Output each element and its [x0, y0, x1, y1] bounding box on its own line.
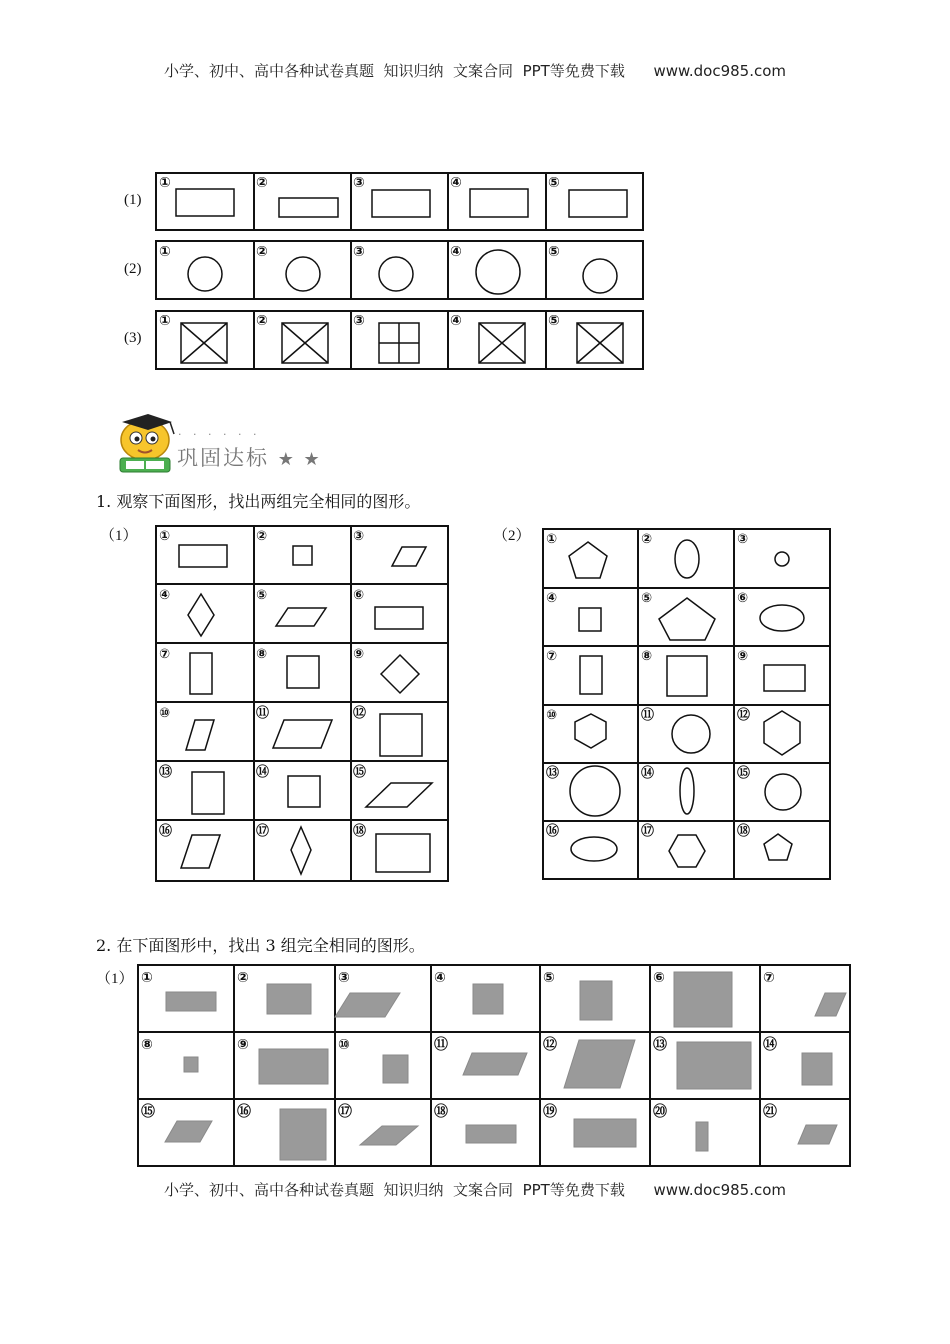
g1-number-8: ⑧ — [256, 647, 268, 662]
g1-shape-17 — [291, 827, 311, 874]
top-row2-number-5: ⑤ — [548, 244, 560, 260]
g1-number-18: ⑱ — [353, 824, 367, 839]
crossed-square-5 — [577, 323, 623, 363]
rect-shape-2 — [279, 198, 338, 217]
top-row1-number-1: ① — [159, 175, 171, 191]
g2-shape-15 — [765, 774, 801, 810]
g2-shape-4 — [579, 608, 601, 631]
section-title-text: 巩固达标 — [177, 446, 269, 470]
circle-shape-2 — [286, 257, 320, 291]
top-row1-number-2: ② — [256, 175, 268, 191]
quartered-square-3 — [379, 323, 419, 363]
g1-shape-8 — [287, 656, 319, 688]
q2-number-7: ⑦ — [763, 970, 775, 986]
g2-shape-10 — [575, 714, 606, 748]
g1-shape-10 — [186, 720, 214, 750]
star-icon: ★ ★ — [277, 449, 322, 470]
g2-shape-2 — [675, 540, 699, 578]
q2-number-18: ⑱ — [434, 1104, 448, 1120]
rect-shape-4 — [470, 189, 528, 217]
g2-number-11: ⑪ — [641, 708, 655, 723]
q2-shape-2 — [267, 984, 311, 1014]
g1-number-10: ⑩ — [159, 706, 171, 721]
g1-shape-18 — [376, 834, 430, 872]
g1-shape-1 — [179, 545, 227, 567]
row-label-1: (1) — [124, 192, 142, 208]
q2-number-3: ③ — [338, 970, 350, 986]
top-row1-number-3: ③ — [353, 175, 365, 191]
q2-shape-9 — [259, 1049, 328, 1084]
q2-number-10: ⑩ — [338, 1037, 350, 1053]
g2-shape-1 — [569, 542, 607, 578]
top-row3-number-3: ③ — [353, 313, 365, 329]
q2-shape-8 — [184, 1057, 198, 1072]
g1-shape-7 — [190, 653, 212, 694]
g1-shape-3 — [392, 547, 426, 566]
g2-number-13: ⑬ — [546, 766, 560, 781]
g1-number-9: ⑨ — [353, 647, 365, 662]
g2-number-15: ⑮ — [737, 766, 751, 781]
g1-shape-6 — [375, 607, 423, 629]
q2-number-12: ⑫ — [543, 1037, 557, 1053]
g1-number-16: ⑯ — [159, 824, 173, 839]
q2-shape-15 — [165, 1121, 212, 1142]
section-title — [177, 442, 322, 472]
g1-number-6: ⑥ — [353, 588, 365, 603]
row-label-2: (2) — [124, 261, 142, 277]
circle-shape-4 — [476, 250, 520, 294]
top-row1-number-4: ④ — [450, 175, 462, 191]
g1-shape-5 — [276, 608, 326, 626]
circle-shape-1 — [188, 257, 222, 291]
q2-shape-18 — [466, 1125, 516, 1143]
mascot-icon — [112, 412, 182, 480]
g1-number-7: ⑦ — [159, 647, 171, 662]
g1-number-4: ④ — [159, 588, 171, 603]
g2-shape-5 — [659, 598, 715, 640]
top-row3-number-4: ④ — [450, 313, 462, 329]
g2-shape-12 — [764, 711, 800, 755]
top-row3-number-5: ⑤ — [548, 313, 560, 329]
q2-shape-21 — [798, 1125, 837, 1144]
q2-shape-16 — [280, 1109, 326, 1160]
top-row3-number-1: ① — [159, 313, 171, 329]
q2-number-16: ⑯ — [237, 1104, 251, 1120]
q2-number-15: ⑮ — [141, 1104, 155, 1120]
q2-part1-label: （1） — [96, 971, 134, 987]
row1-frame — [156, 173, 643, 230]
q2-number-2: ② — [237, 970, 249, 986]
g2-shape-17 — [669, 835, 705, 867]
q2-number-19: ⑲ — [543, 1104, 557, 1120]
g1-shape-16 — [181, 835, 220, 868]
g1-number-11: ⑪ — [256, 706, 270, 721]
q2-shape-7 — [815, 993, 846, 1016]
g2-number-17: ⑰ — [641, 824, 655, 839]
banner-dots: · · · · · · — [178, 428, 261, 441]
g1-number-15: ⑮ — [353, 765, 367, 780]
q2-shape-3 — [335, 993, 400, 1017]
q2-grid — [133, 962, 855, 1172]
q2-number-11: ⑪ — [434, 1037, 448, 1053]
q2-number-6: ⑥ — [653, 970, 665, 986]
top-row3-number-2: ② — [256, 313, 268, 329]
top-row1-number-5: ⑤ — [548, 175, 560, 191]
g2-shape-18 — [764, 834, 792, 860]
q2-number-20: ⑳ — [653, 1104, 667, 1120]
top-row2-number-2: ② — [256, 244, 268, 260]
question2-text: 2. 在下面图形中，找出 3 组完全相同的图形。 — [96, 936, 425, 955]
rect-shape-1 — [176, 189, 234, 216]
q2-shape-13 — [677, 1042, 751, 1089]
rect-shape-5 — [569, 190, 627, 217]
g1-number-1: ① — [159, 529, 171, 544]
q1-grid-1 — [150, 522, 455, 887]
page-footer — [0, 1179, 950, 1200]
q2-number-21: ㉑ — [763, 1104, 777, 1120]
g2-shape-7 — [580, 656, 602, 694]
g2-shape-13 — [570, 766, 620, 816]
top-row2-number-3: ③ — [353, 244, 365, 260]
g1-shape-13 — [192, 772, 224, 814]
g2-shape-6 — [760, 605, 804, 631]
g2-number-3: ③ — [737, 532, 749, 547]
q2-number-13: ⑬ — [653, 1037, 667, 1053]
q2-shape-12 — [564, 1040, 635, 1088]
q2-shape-5 — [580, 981, 612, 1020]
g1-number-12: ⑫ — [353, 706, 367, 721]
q1-part1-label: （1） — [100, 528, 138, 544]
g1-shape-14 — [288, 776, 320, 807]
g2-shape-9 — [764, 665, 805, 691]
g2-shape-14 — [680, 768, 694, 814]
g2-shape-8 — [667, 656, 707, 696]
g1-number-14: ⑭ — [256, 765, 270, 780]
q1-grid-2 — [537, 525, 837, 885]
top-row2-number-4: ④ — [450, 244, 462, 260]
crossed-square-2 — [282, 323, 328, 363]
top-row2-number-1: ① — [159, 244, 171, 260]
g2-number-5: ⑤ — [641, 591, 653, 606]
g2-number-8: ⑧ — [641, 649, 653, 664]
q2-shape-20 — [696, 1122, 708, 1151]
footer-url: www.doc985.com — [653, 1181, 787, 1199]
q2-shape-6 — [674, 972, 732, 1027]
rect-shape-3 — [372, 190, 430, 217]
g1-shape-15 — [366, 783, 432, 807]
crossed-square-1 — [181, 323, 227, 363]
g2-number-12: ⑫ — [737, 708, 751, 723]
g2-number-6: ⑥ — [737, 591, 749, 606]
g2-number-10: ⑩ — [546, 708, 558, 723]
g1-shape-11 — [273, 720, 332, 748]
top-shape-table — [150, 168, 650, 378]
g1-number-17: ⑰ — [256, 824, 270, 839]
g2-number-2: ② — [641, 532, 653, 547]
crossed-square-4 — [479, 323, 525, 363]
g1-number-2: ② — [256, 529, 268, 544]
g2-shape-16 — [571, 837, 617, 861]
circle-shape-5 — [583, 259, 617, 293]
g2-shape-11 — [672, 715, 710, 753]
g1-shape-2 — [293, 546, 312, 565]
page-header — [0, 60, 950, 81]
q2-shape-11 — [463, 1053, 527, 1075]
q2-number-14: ⑭ — [763, 1037, 777, 1053]
g2-number-16: ⑯ — [546, 824, 560, 839]
row-label-3: (3) — [124, 330, 142, 346]
g1-shape-12 — [380, 714, 422, 756]
g1-shape-9 — [381, 655, 419, 693]
g1-shape-4 — [188, 594, 214, 636]
q2-shape-17 — [360, 1126, 418, 1145]
q2-number-17: ⑰ — [338, 1104, 352, 1120]
q2-number-9: ⑨ — [237, 1037, 249, 1053]
header-text: 小学、初中、高中各种试卷真题 知识归纳 文案合同 PPT等免费下载 — [163, 62, 625, 80]
circle-shape-3 — [379, 257, 413, 291]
q2-shape-10 — [383, 1055, 408, 1083]
q2-shape-1 — [166, 992, 216, 1011]
g2-number-18: ⑱ — [737, 824, 751, 839]
g1-number-5: ⑤ — [256, 588, 268, 603]
question1-text: 1. 观察下面图形，找出两组完全相同的图形。 — [96, 492, 421, 511]
g1-number-13: ⑬ — [159, 765, 173, 780]
q2-shape-14 — [802, 1053, 832, 1085]
header-url: www.doc985.com — [653, 62, 787, 80]
q2-shape-4 — [473, 984, 503, 1014]
g2-number-1: ① — [546, 532, 558, 547]
g2-number-7: ⑦ — [546, 649, 558, 664]
q2-number-1: ① — [141, 970, 153, 986]
footer-text: 小学、初中、高中各种试卷真题 知识归纳 文案合同 PPT等免费下载 — [163, 1181, 625, 1199]
q2-shape-19 — [574, 1119, 636, 1147]
g1-number-3: ③ — [353, 529, 365, 544]
g2-shape-3 — [775, 552, 789, 566]
g2-number-4: ④ — [546, 591, 558, 606]
q2-number-5: ⑤ — [543, 970, 555, 986]
q1-part2-label: （2） — [493, 528, 531, 544]
q2-number-4: ④ — [434, 970, 446, 986]
q2-number-8: ⑧ — [141, 1037, 153, 1053]
g2-number-9: ⑨ — [737, 649, 749, 664]
g2-number-14: ⑭ — [641, 766, 655, 781]
